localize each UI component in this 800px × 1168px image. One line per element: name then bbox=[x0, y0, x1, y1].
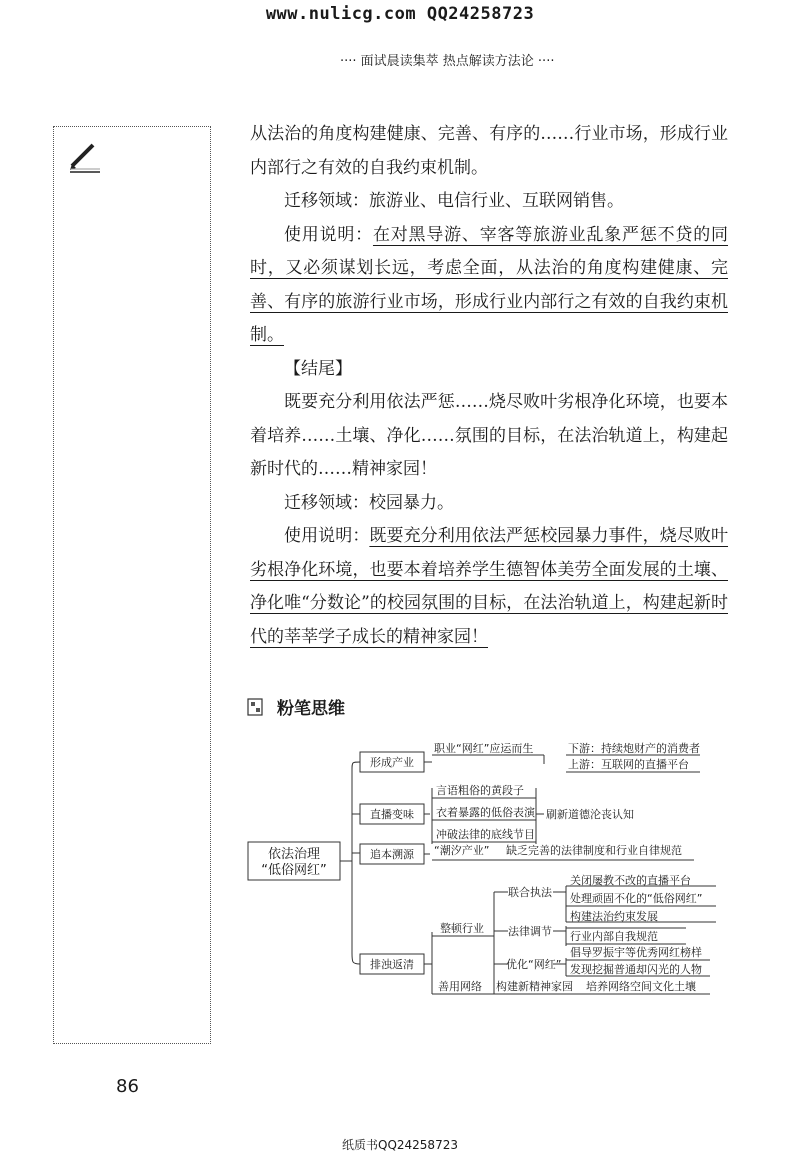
mindmap-node: 构建新精神家园 bbox=[496, 980, 573, 993]
usage-label: 使用说明： bbox=[284, 526, 370, 546]
mindmap-node: 倡导罗振宇等优秀网红榜样 bbox=[570, 946, 702, 959]
heading-ending: 【结尾】 bbox=[284, 358, 352, 379]
mindmap-root: “低俗网红” bbox=[261, 863, 327, 878]
margin-note-box bbox=[53, 126, 211, 1044]
paragraph-usage-1 bbox=[250, 219, 728, 353]
mindmap-node: 下游：持续炮财产的消费者 bbox=[568, 742, 700, 755]
mindmap-node: 培养网络空间文化土壤 bbox=[586, 980, 696, 993]
body-text bbox=[250, 118, 728, 654]
mindmap-node: 发现挖掘普通却闪光的人物 bbox=[570, 963, 702, 976]
running-header: ···· 面试晨读集萃 热点解读方法论 ···· bbox=[340, 54, 555, 69]
mindmap-node: 善用网络 bbox=[438, 980, 482, 993]
footer: 纸质书QQ24258723 bbox=[342, 1138, 458, 1152]
usage-label: 使用说明： bbox=[284, 224, 373, 245]
mindmap-node: 直播变味 bbox=[370, 808, 414, 821]
mindmap-node: 上游：互联网的直播平台 bbox=[568, 758, 689, 771]
mindmap-node: 行业内部自我规范 bbox=[570, 930, 658, 943]
usage-text: 既要充分利用依法严惩校园暴力事件，烧尽败叶劣根净化环境，也要本着培养学生德智体美劳全面发展的土壤、净化唯“分数论”的校园氛围的目标，在法治轨道上，构建起新时代的莘莘学子成长的精神家园！ bbox=[250, 526, 729, 647]
paragraph-usage-2 bbox=[250, 520, 728, 654]
chalk-icon bbox=[247, 698, 263, 716]
page-number: 86 bbox=[116, 1076, 139, 1097]
mindmap-node: 职业“网红”应运而生 bbox=[434, 742, 534, 755]
paragraph-transfer-1: 迁移领域：旅游业、电信行业、互联网销售。 bbox=[284, 191, 624, 211]
mindmap-node: 冲破法律的底线节目 bbox=[436, 828, 535, 841]
paragraph-ending: 既要充分利用依法严惩……烧尽败叶劣根净化环境，也要本着培养……土壤、净化……氛围的目标，在法治轨道上，构建起新时代的……精神家园！ bbox=[250, 392, 728, 479]
watermark: www.nulicg.com QQ24258723 bbox=[265, 4, 535, 24]
mindmap-node: 排浊返清 bbox=[370, 958, 414, 971]
mindmap-node: 追本溯源 bbox=[370, 848, 414, 861]
mindmap-node: 缺乏完善的法律制度和行业自律规范 bbox=[506, 844, 682, 857]
mindmap-node: 构建法治约束发展 bbox=[570, 910, 658, 923]
mindmap-node: 刷新道德沦丧认知 bbox=[546, 808, 634, 821]
paragraph-1: 从法治的角度构建健康、完善、有序的……行业市场，形成行业内部行之有效的自我约束机制。 bbox=[250, 124, 728, 178]
section-title: 粉笔思维 bbox=[277, 699, 345, 719]
pencil-icon bbox=[68, 140, 102, 174]
mindmap-node: 衣着暴露的低俗表演 bbox=[436, 806, 535, 819]
mindmap-node: 关闭屡教不改的直播平台 bbox=[570, 874, 691, 887]
mindmap-node: 整顿行业 bbox=[440, 922, 484, 935]
mindmap-node: “潮汐产业” bbox=[434, 844, 490, 857]
usage-text: 在对黑导游、宰客等旅游业乱象严惩不贷的同时，又必须谋划长远，考虑全面，从法治的角度构建健康、完善、有序的旅游行业市场，形成行业内部行之有效的自我约束机制。 bbox=[250, 224, 729, 345]
mindmap-node: 形成产业 bbox=[370, 756, 414, 769]
mindmap-node: 言语粗俗的黄段子 bbox=[436, 784, 524, 797]
mindmap-node: 处理顽固不化的“低俗网红” bbox=[570, 892, 703, 905]
mindmap-node: 联合执法 bbox=[508, 886, 552, 899]
section-heading bbox=[247, 694, 345, 719]
mindmap-root: 依法治理 bbox=[267, 847, 321, 862]
paragraph-transfer-2: 迁移领域：校园暴力。 bbox=[284, 492, 454, 513]
mindmap-node: 法律调节 bbox=[508, 925, 552, 938]
mind-map bbox=[240, 740, 720, 1060]
mindmap-node: 优化“网红” bbox=[506, 958, 562, 971]
